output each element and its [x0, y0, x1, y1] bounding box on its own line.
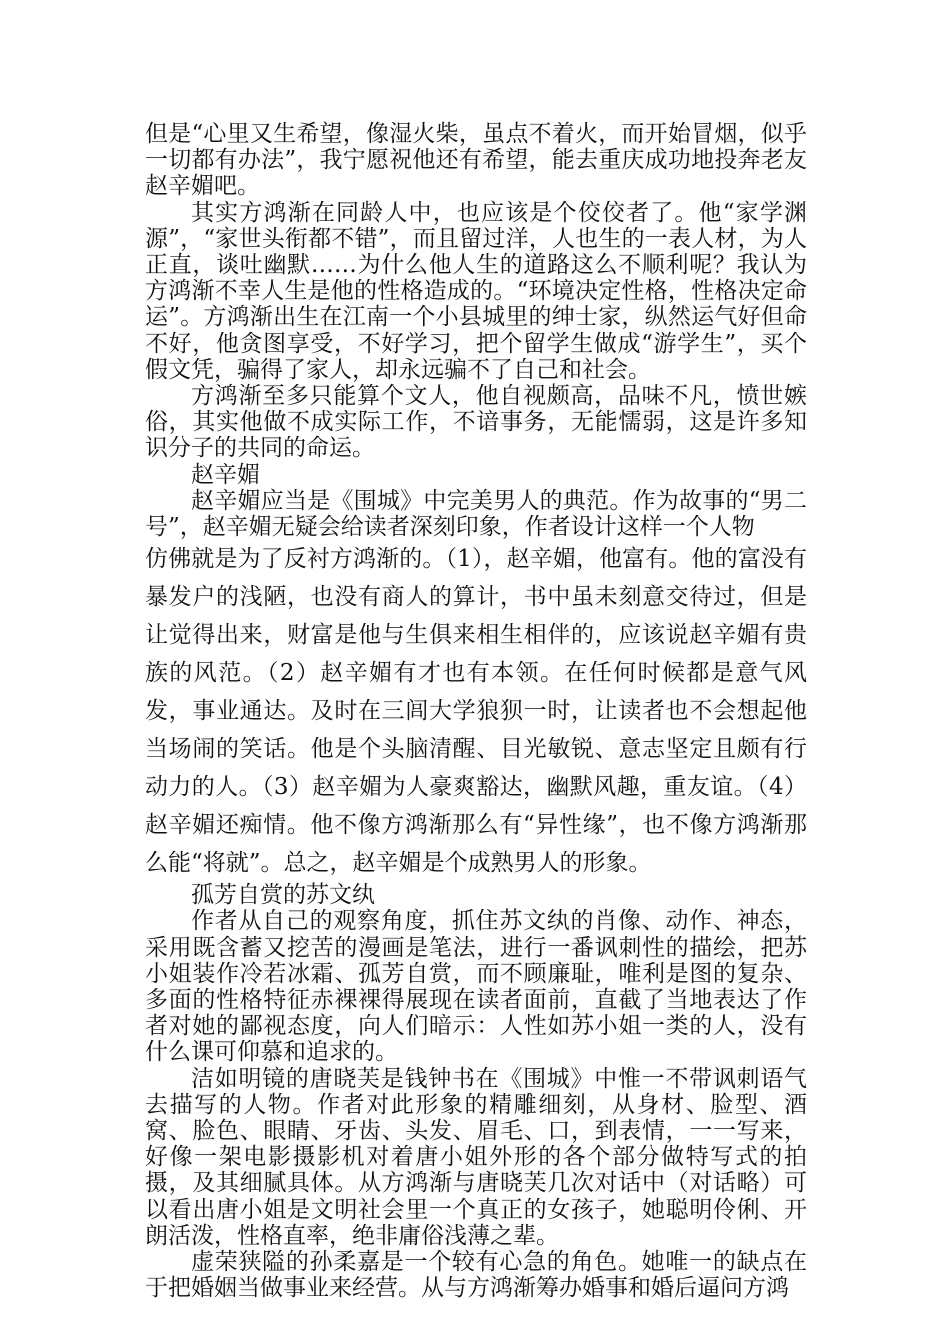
- paragraph-fang-intellectual: 方鸿渐至多只能算个文人，他自视颇高，品味不凡，愤世嫉俗，其实他做不成实际工作，不谙事务，无能懦弱，这是许多知识分子的共同的命运。: [145, 383, 807, 462]
- paragraph-sun-roujia: 虚荣狭隘的孙柔嘉是一个较有心急的角色。她唯一的缺点在于把婚姻当做事业来经营。从与方鸿渐筹办婚事和婚后逼问方鸿: [145, 1249, 807, 1302]
- paragraph-su-wenwan: 作者从自己的观察角度，抓住苏文纨的肖像、动作、神态，采用既含蓄又挖苦的漫画是笔法，进行一番讽刺性的描绘，把苏小姐装作冷若冰霜、孤芳自赏，而不顾廉耻，唯利是图的复杂、多面的性格特征赤裸裸得展现在读者面前，直截了当地表达了作者对她的鄙视态度，向人们暗示：人性如苏小姐一类的人，没有什么课可仰慕和追求的。: [145, 908, 807, 1066]
- paragraph-fang-hope: 但是“心里又生希望，像湿火柴，虽点不着火，而开始冒烟，似乎一切都有办法”，我宁愿祝他还有希望，能去重庆成功地投奔老友赵辛媚吧。: [145, 121, 807, 200]
- section-heading-su-wenwan: 孤芳自赏的苏文纨: [191, 882, 375, 909]
- paragraph-fang-character: 其实方鸿渐在同龄人中，也应该是个佼佼者了。他“家学渊源”，“家世头衔都不错”，而且留过洋，人也生的一表人材，为人正直，谈吐幽默……为什么他人生的道路这么不顺利呢？我认为方鸿渐不幸人生是他的性格造成的。“环境决定性格，性格决定命运”。方鸿渐出生在江南一个小县城里的绅士家，纵然运气好但命不好，他贪图享受，不好学习，把个留学生做成“游学生”，买个假文凭，骗得了家人，却永远骗不了自己和社会。: [145, 199, 807, 383]
- paragraph-tang-xiaofu: 洁如明镜的唐晓芙是钱钟书在《围城》中惟一不带讽刺语气去描写的人物。作者对此形象的精雕细刻，从身材、脸型、酒窝、脸色、眼睛、牙齿、头发、眉毛、口，到表情，一一写来，好像一架电影摄影机对着唐小姐外形的各个部分做特写式的拍摄，及其细腻具体。从方鸿渐与唐晓芙几次对话中（对话略）可以看出唐小姐是文明社会里一个真正的女孩子，她聪明伶俐、开朗活泼，性格直率，绝非庸俗浅薄之辈。: [145, 1065, 807, 1249]
- paragraph-zhao-intro: 赵辛媚应当是《围城》中完美男人的典范。作为故事的“男二号”，赵辛媚无疑会给读者深刻印象，作者设计这样一个人物: [145, 487, 807, 541]
- document-page: [145, 121, 807, 1302]
- section-heading-zhao-xinmei: 赵辛媚: [191, 461, 260, 488]
- paragraph-zhao-traits: 仿佛就是为了反衬方鸿渐的。（1），赵辛媚，他富有。他的富没有暴发户的浅陋，也没有商人的算计，书中虽未刻意交待过，但是让觉得出来，财富是他与生俱来相生相伴的，应该说赵辛媚有贵族的风范。（2）赵辛媚有才也有本领。在任何时候都是意气风发，事业通达。及时在三闾大学狼狈一时，让读者也不会想起他当场闹的笑话。他是个头脑清醒、目光敏锐、意志坚定且颇有行动力的人。（3）赵辛媚为人豪爽豁达，幽默风趣，重友谊。（4）赵辛媚还痴情。他不像方鸿渐那么有“异性缘”，也不像方鸿渐那么能“将就”。总之，赵辛媚是个成熟男人的形象。: [145, 546, 807, 877]
